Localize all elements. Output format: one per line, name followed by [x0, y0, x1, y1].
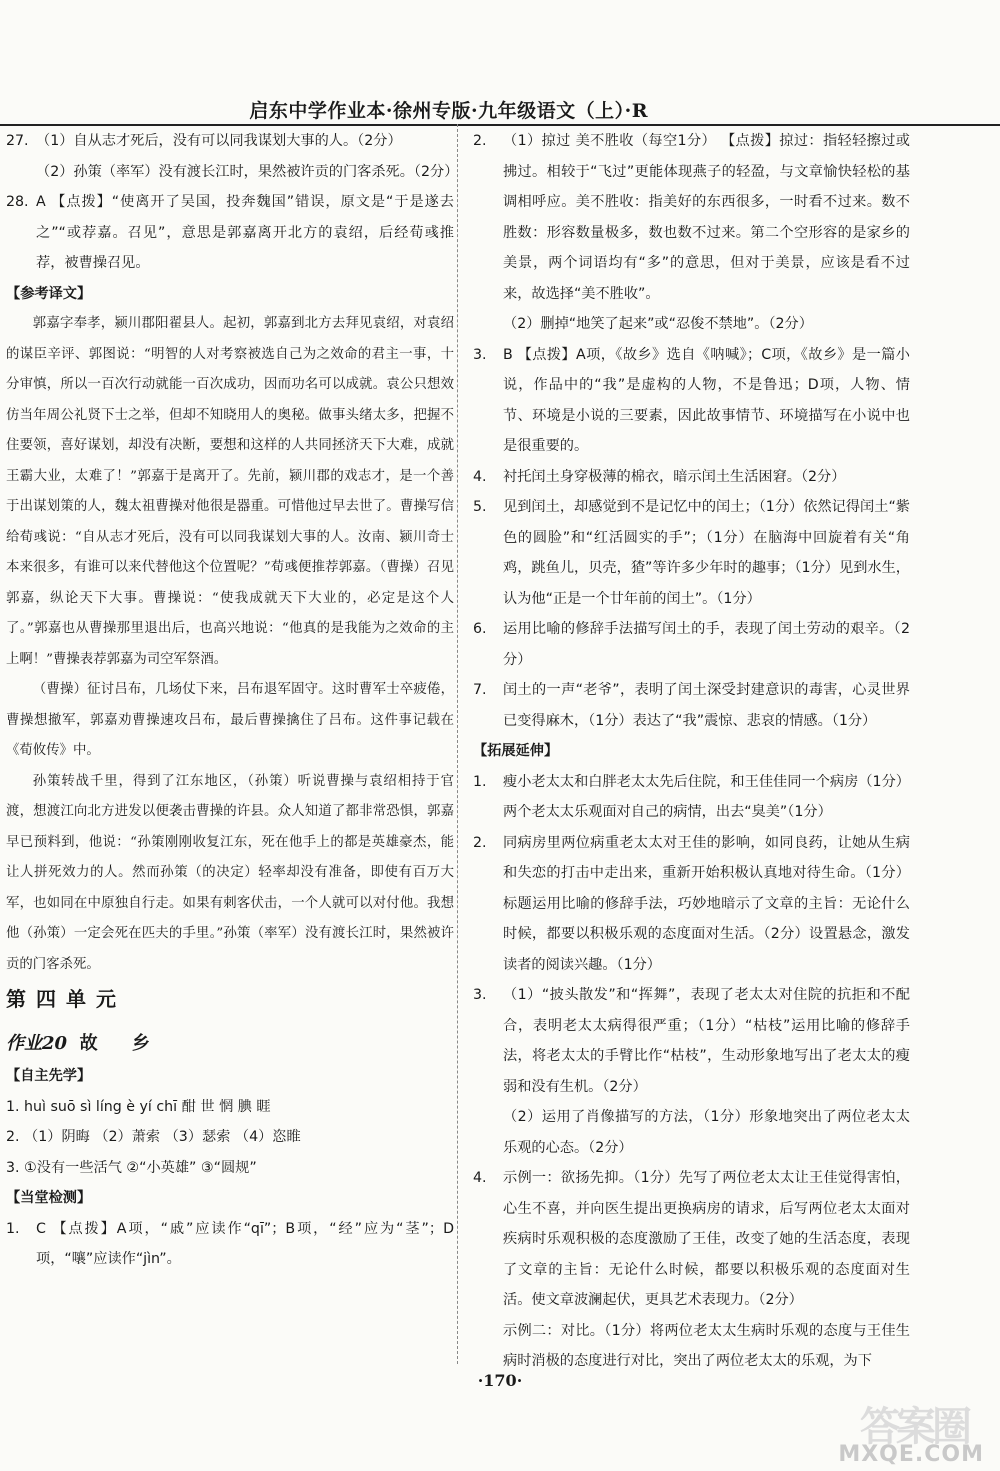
class-test-item — [6, 1214, 454, 1275]
watermark-text: MXQE.COM — [838, 1442, 984, 1467]
left-column — [6, 126, 459, 1275]
class-test-heading: 【当堂检测】 — [6, 1190, 92, 1206]
self-study-item: 3. ①没有一些活气 ②“小英雄” ③“圆规” — [6, 1159, 257, 1176]
item-number — [473, 1316, 503, 1377]
self-study-heading: 【自主先学】 — [6, 1068, 92, 1084]
self-study-item: 1. huì suō sì líng è yí chī 酣 世 惘 腆 睚 — [6, 1098, 271, 1115]
answer-28 — [6, 187, 454, 279]
item-text: 示例二：对比。（1分）将两位老太太生病时乐观的态度与王佳生病时消极的态度进行对比，突出了两位老太太的乐观，为下 — [503, 1322, 910, 1369]
item-text: A 【点拨】“使离开了吴国，投奔魏国”错误，原文是“于是遂去之”“或荐嘉。召见”，意思是郭嘉离开北方的袁绍，后经荀彧推荐，被曹操召见。 — [36, 194, 454, 271]
item-number: 4. — [473, 1170, 487, 1186]
answer-27-part2: （2）孙策（率军）没有渡长江时，果然被许贡的门客杀死。（2分） — [36, 163, 459, 180]
translation-paragraph: 郭嘉字奉孝，颍川郡阳翟县人。起初，郭嘉到北方去拜见袁绍，对袁绍的谋臣辛评、郭图说：“明智的人对考察被选自己为之效命的君主一事，十分审慎，所以一百次行动就能一百次成功，因而功名可以成就。袁公只想效仿当年周公礼贤下士之举，但却不知晓用人的奥秘。做事头绪太多，把握不住要领，喜好谋划，却没有决断，要想和这样的人共同拯济天下大难，成就王霸大业，太难了！”郭嘉于是离开了。先前，颍川郡的戏志才，是一个善于出谋划策的人，魏太祖曹操对他很是器重。可惜他过早去世了。曹操写信给荀彧说：“自从志才死后，没有可以同我谋划大事的人。汝南、颍川奇士本来很多，有谁可以来代替他这个位置呢？”荀彧便推荐郭嘉。（曹操）召见郭嘉，纵论天下大事。曹操说：“使我成就天下大业的，必定是这个人了。”郭嘉也从曹操那里退出后，也高兴地说：“他真的是我能为之效命的主上啊！”曹操表荐郭嘉为司空军祭酒。 — [6, 316, 454, 667]
item-text: 见到闰土，却感觉到不是记忆中的闰土；（1分）依然记得闰土“紫色的圆脸”和“红活圆实的手”；（1分）在脑海中回旋着有关“角鸡，跳鱼儿，贝壳，猹”等许多少年时的趣事；（1分）见到水生，认为他“正是一个廿年前的闰土”。（1分） — [503, 499, 910, 607]
item-number: 2. — [473, 834, 487, 851]
answer-item — [473, 614, 910, 675]
answer-item — [473, 340, 910, 462]
item-number — [473, 1102, 503, 1163]
item-text: （2）删掉“地笑了起来”或“忍俊不禁地”。（2分） — [503, 316, 813, 332]
homework-number: 作业20 — [6, 1032, 68, 1054]
homework-name: 故 乡 — [79, 1032, 164, 1054]
item-number: 7. — [473, 682, 487, 698]
item-text: C 【点拨】A项，“戚”应读作“qī”；B项，“经”应为“茎”；D项，“嚷”应读作“jìn”。 — [36, 1220, 454, 1267]
item-number: 1. — [473, 773, 487, 790]
item-text: 示例一：欲扬先抑。（1分）先写了两位老太太让王佳觉得害怕，心生不喜，并向医生提出更换病房的请求，后写两位老太太面对疾病时乐观积极的态度激励了王佳，改变了她的生活态度，表现了文章的主旨：无论什么时候，都要以积极乐观的态度面对生活。使文章波澜起伏，更具艺术表现力。（2分） — [503, 1170, 910, 1308]
item-number: 4. — [473, 468, 487, 485]
item-text: 衬托闰土身穿极薄的棉衣，暗示闰土生活困窘。（2分） — [503, 468, 846, 485]
item-number: 1. — [6, 1220, 20, 1237]
item-number: 3. — [473, 346, 487, 363]
translation-paragraph: （曹操）征讨吕布，几场仗下来，吕布退军固守。这时曹军士卒疲倦，曹操想撤军，郭嘉劝曹操速攻吕布，最后曹操擒住了吕布。这件事记载在《荀攸传》中。 — [6, 682, 454, 758]
header-title: 启东中学作业本·徐州专版·九年级语文（上）·R — [249, 100, 648, 122]
item-text: （1）掠过 美不胜收（每空1分） 【点拨】掠过：指轻轻擦过或拂过。相较于“飞过”更能体现燕子的轻盈，与文章愉快轻松的基调相呼应。美不胜收：指美好的东西很多，一时看不过来。数不胜数：形容数量极多，数也数不过来。第二个空形容的是家乡的美景，两个词语均有“多”的意思，但对于美景，应该是看不过来，故选择“美不胜收”。 — [503, 133, 910, 302]
item-text: 运用比喻的修辞手法描写闰土的手，表现了闰土劳动的艰辛。（2分） — [503, 621, 910, 668]
item-text: （1）“披头散发”和“挥舞”，表现了老太太对住院的抗拒和不配合，表明老太太病得很严重；（1分）“枯枝”运用比喻的修辞手法，将老太太的手臂比作“枯枝”，生动形象地写出了老太太的瘦弱和没有生机。（2分） — [503, 987, 910, 1095]
extension-item — [473, 980, 910, 1102]
translation-paragraph: 孙策转战千里，得到了江东地区，（孙策）听说曹操与袁绍相持于官渡，想渡江向北方进发以便袭击曹操的许县。众人知道了都非常恐惧，郭嘉早已预料到，他说：“孙策刚刚收复江东，死在他手上的都是英雄豪杰，能让人拼死效力的人。然而孙策（的决定）轻率却没有准备，即使有百万大军，也如同在中原独自行走。如果有刺客伏击，一个人就可以对付他。我想他（孙策）一定会死在匹夫的手里。”孙策（率军）没有渡长江时，果然被许贡的门客杀死。 — [6, 773, 454, 972]
extension-item — [473, 1102, 910, 1163]
watermark-logo: 答案圈 — [860, 1403, 968, 1450]
page-header — [0, 96, 1000, 122]
item-text: （1）自从志才死后，没有可以同我谋划大事的人。（2分） — [36, 133, 402, 149]
reference-translation-heading: 【参考译文】 — [6, 285, 92, 302]
right-column — [473, 126, 910, 1377]
extension-item — [473, 828, 910, 981]
item-number: 6. — [473, 621, 487, 637]
item-text: （2）运用了肖像描写的方法，（1分）形象地突出了两位老太太乐观的心态。（2分） — [503, 1109, 910, 1156]
unit-title: 第四单元 — [6, 987, 126, 1011]
column-divider — [457, 124, 458, 1364]
item-number — [473, 309, 503, 340]
page-number: ·170· — [477, 1371, 523, 1390]
item-number: 2. — [473, 133, 487, 149]
answer-item — [473, 492, 910, 614]
item-text: 闰土的一声“老爷”，表明了闰土深受封建意识的毒害，心灵世界已变得麻木，（1分）表达了“我”震惊、悲哀的情感。（1分） — [503, 682, 910, 729]
extension-item — [473, 1163, 910, 1316]
answer-item — [473, 462, 910, 493]
watermark — [800, 1395, 990, 1469]
extension-item — [473, 767, 910, 828]
homework-title — [6, 1029, 454, 1060]
item-number: 3. — [473, 987, 487, 1003]
item-number: 28. — [6, 194, 29, 210]
answer-item — [473, 309, 910, 340]
answer-item — [473, 126, 910, 309]
item-text: B 【点拨】A项，《故乡》选自《呐喊》；C项，《故乡》是一篇小说，作品中的“我”是虚构的人物，不是鲁迅；D项，人物、情节、环境是小说的三要素，因此故事情节、环境描写在小说中也是很重要的。 — [503, 346, 910, 454]
item-text: 同病房里两位病重老太太对王佳的影响，如同良药，让她从生病和失恋的打击中走出来，重新开始积极认真地对待生命。（1分）标题运用比喻的修辞手法，巧妙地暗示了文章的主旨：无论什么时候，都要以积极乐观的态度面对生活。（2分）设置悬念，激发读者的阅读兴趣。（1分） — [503, 834, 910, 973]
answer-27 — [6, 126, 454, 157]
answer-item — [473, 675, 910, 736]
item-number: 5. — [473, 499, 487, 515]
self-study-item: 2. （1）阴晦 （2）萧索 （3）瑟索 （4）恣睢 — [6, 1129, 301, 1145]
extension-item — [473, 1316, 910, 1377]
item-number: 27. — [6, 133, 29, 149]
extension-heading: 【拓展延伸】 — [473, 743, 559, 759]
item-text: 瘦小老太太和白胖老太太先后住院，和王佳佳同一个病房（1分） 两个老太太乐观面对自己的病情，出去“臭美”（1分） — [503, 773, 910, 820]
